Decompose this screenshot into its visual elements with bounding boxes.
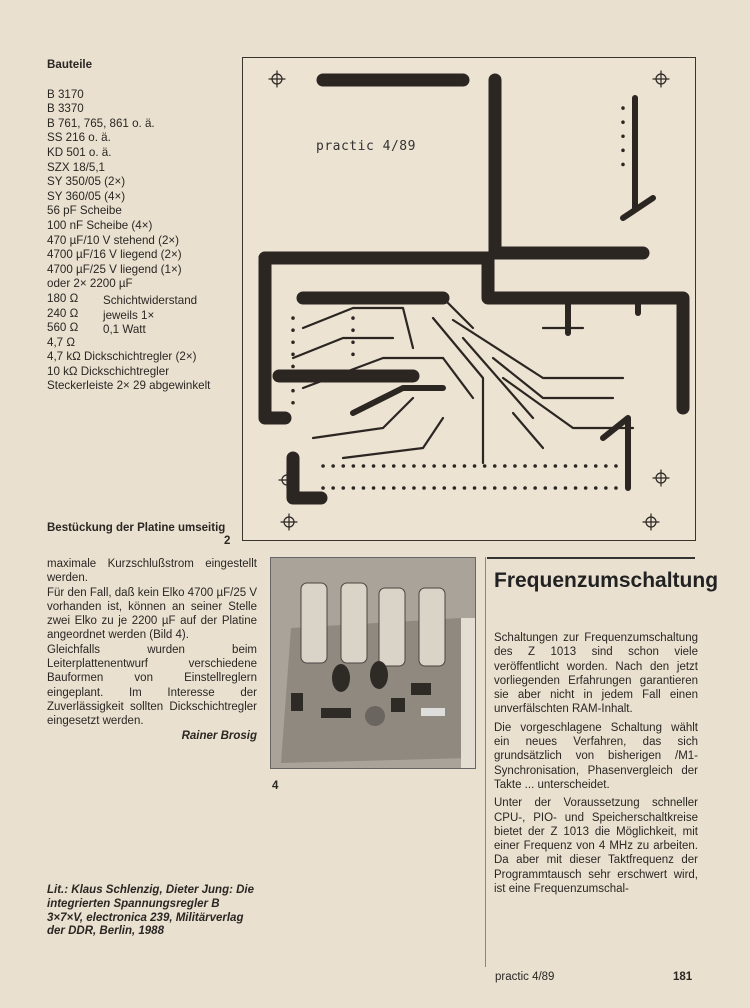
column-3 <box>494 631 698 900</box>
connector-line: Steckerleiste 2× 29 abgewinkelt <box>47 379 211 393</box>
pcb-label: practic 4/89 <box>316 139 416 154</box>
paragraph: Für den Fall, daß kein Elko 4700 µF/25 V vorhanden ist, können an seiner Stelle zwei Elko zu je 2200 µF auf der Platine angeordnet werden (Bild 4). <box>47 586 257 642</box>
figure-2-number: 2 <box>224 535 231 547</box>
paragraph: Unter der Voraussetzung schneller CPU-, PIO- und Speicherschaltkreise bietet der Z 1013 die Möglichkeit, mit einer Frequenz von 4 MHz zu arbeiten. Da aber mit dieser Taktfrequenz der Programmtausch sehr erschwert wird, ist eine Frequenzumschal- <box>494 797 698 896</box>
part-line: 470 µF/10 V stehend (2×) <box>47 233 180 247</box>
footer-journal: practic 4/89 <box>495 971 555 983</box>
paragraph: Gleichfalls wurden beim Leiterplattenentwurf verschiedene Bauformen von Einstellreglern eingeplant. Im Interesse der Zuverlässigkeit sollten Dickschichtregler eingesetzt werden. <box>47 643 257 728</box>
figure-4-number: 4 <box>272 780 279 792</box>
part-line: 56 pF Scheibe <box>47 204 122 218</box>
paragraph: maximale Kurzschlußstrom eingestellt werden. <box>47 558 257 585</box>
author: Rainer Brosig <box>181 729 257 742</box>
resistor-note: 0,1 Watt <box>103 323 146 337</box>
page-number: 181 <box>673 971 693 983</box>
literature-reference: Lit.: Klaus Schlenzig, Dieter Jung: Die integrierten Spannungsregler B 3×7×V, electronica 239, Militärverlag der DDR, Berlin, 1988 <box>47 884 255 938</box>
resistor-value: 180 Ω <box>47 291 79 305</box>
part-line: B 761, 765, 861 o. ä. <box>47 116 155 130</box>
paragraph: Schaltungen zur Frequenzumschaltung des Z 1013 sind schon viele veröffentlicht worden. Nach den jetzt vorliegenden Erfahrungen garantieren sie aber nicht in jedem Fall einen unverfälschten RAM-Inhalt. <box>494 632 698 716</box>
part-line: SY 350/05 (2×) <box>47 175 126 189</box>
part-line: oder 2× 2200 µF <box>47 277 133 291</box>
caption-text: Bestückung der Platine umseitig <box>47 522 226 534</box>
column-1 <box>47 557 257 743</box>
resistor-note: jeweils 1× <box>103 308 155 322</box>
trimmer-line: 4,7 kΩ Dickschichtregler (2×) <box>47 350 197 364</box>
figure-4-photo <box>270 557 476 769</box>
part-line: 4700 µF/25 V liegend (1×) <box>47 262 182 276</box>
pcb-layout-figure <box>242 57 696 541</box>
paragraph: Die vorgeschlagene Schaltung wählt ein neues Verfahren, das sich grundsätzlich von bisherigen /M1-Synchronisation, Phasenvergleich der Takte ... unterscheidet. <box>494 721 698 791</box>
trimmer-line: 10 kΩ Dickschichtregler <box>47 364 170 378</box>
column-divider <box>485 557 486 967</box>
part-line: B 3370 <box>47 102 84 116</box>
figure-2-caption <box>47 521 247 535</box>
resistor-value: 560 Ω <box>47 321 79 335</box>
resistor-note: Schichtwiderstand <box>103 293 198 307</box>
part-line: 4700 µF/16 V liegend (2×) <box>47 248 182 262</box>
part-line: B 3170 <box>47 87 84 101</box>
part-line: 100 nF Scheibe (4×) <box>47 218 153 232</box>
section-rule <box>487 557 695 559</box>
resistor-group <box>47 292 227 350</box>
pcb-traces <box>243 58 695 540</box>
board-photo-illustration <box>271 558 475 768</box>
resistor-value: 240 Ω <box>47 306 79 320</box>
parts-list <box>47 58 227 394</box>
part-line: KD 501 o. ä. <box>47 145 112 159</box>
part-line: SS 216 o. ä. <box>47 131 111 145</box>
part-line: SZX 18/5,1 <box>47 160 106 174</box>
part-line: SY 360/05 (4×) <box>47 189 126 203</box>
section-title: Frequenzumschaltung <box>494 569 719 592</box>
resistor-value: 4,7 Ω <box>47 335 76 349</box>
parts-heading: Bauteile <box>47 58 93 71</box>
